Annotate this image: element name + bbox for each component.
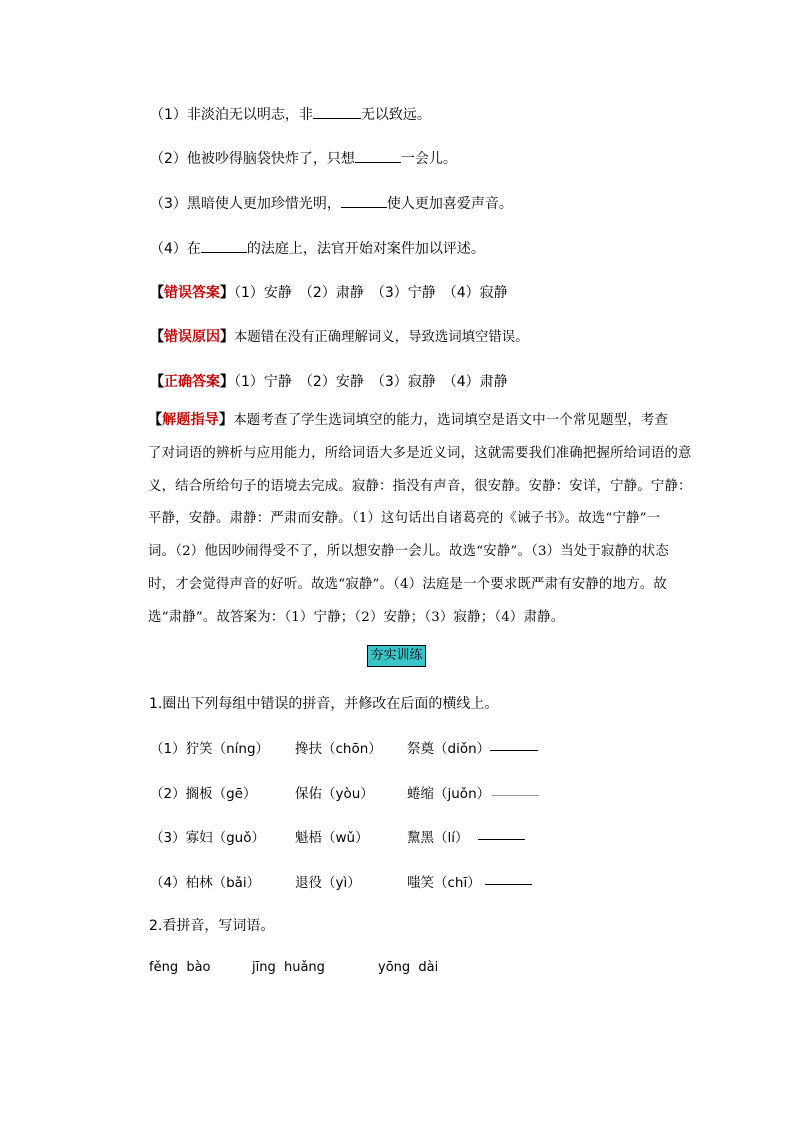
wrong-answer-text: （1）安静 （2）肃静 （3）宁静 （4）寂静 xyxy=(234,285,508,301)
wrong-reason-text: 本题错在没有正确理解词义，导致选词填空错误。 xyxy=(234,330,529,345)
guidance-line: 【解题指导】本题考查了学生选词填空的能力，选词填空是语文中一个常见题型，考查 xyxy=(148,412,669,428)
sentence-1 xyxy=(150,104,431,124)
wrong-answer-row xyxy=(150,282,508,302)
answer-blank[interactable] xyxy=(490,738,538,751)
sentence-2-before: （2）他被吵得脑袋快炸了，只想 xyxy=(150,151,355,167)
sentence-3-after: 使人更加喜爱声音。 xyxy=(386,196,513,212)
answer-blank[interactable] xyxy=(201,240,247,253)
q1-item: 退役（yì） xyxy=(295,875,361,891)
guidance-line: 平静，安静。肃静：严肃而安静。（1）这句话出自诸葛亮的《诫子书》。故选“宁静”一 xyxy=(148,511,661,527)
q1-item: 祭奠（diǒn） xyxy=(407,741,491,757)
answer-blank[interactable] xyxy=(355,150,401,163)
sentence-4-before: （4）在 xyxy=(150,241,201,257)
correct-answer-tag: 【正确答案】 xyxy=(150,374,234,390)
guidance-line: 时，才会觉得声音的好听。故选“寂静”。（4）法庭是一个要求既严肃有安静的地方。故 xyxy=(148,576,667,592)
wrong-answer-tag: 【错误答案】 xyxy=(150,285,234,301)
q2-prompt: 2.看拼音，写词语。 xyxy=(149,918,275,934)
answer-blank[interactable] xyxy=(341,195,387,208)
sentence-2 xyxy=(150,148,457,168)
q1-item: 搀扶（chōn） xyxy=(295,741,382,757)
wrong-reason-tag: 【错误原因】 xyxy=(150,329,234,345)
q1-prompt: 1.圈出下列每组中错误的拼音，并修改在后面的横线上。 xyxy=(149,696,499,712)
answer-blank[interactable] xyxy=(313,106,361,119)
q1-item: （1）狞笑（níng） xyxy=(150,741,270,757)
q1-item: 黧黑（lí） xyxy=(407,830,469,846)
q1-item: 蜷缩（juǒn） xyxy=(407,786,491,802)
sentence-1-before: （1）非淡泊无以明志，非 xyxy=(150,107,313,123)
q2-pinyin: jīng huǎng xyxy=(252,960,325,975)
answer-blank[interactable] xyxy=(478,827,525,840)
correct-answer-row xyxy=(150,371,508,391)
q1-item: 魁梧（wǔ） xyxy=(295,830,369,846)
q1-item: 保佑（yòu） xyxy=(295,786,374,802)
guidance-line: 了对词语的辨析与应用能力，所给词语大多是近义词，这就需要我们准确把握所给词语的意 xyxy=(148,445,692,461)
guidance-tag: 【解题指导】 xyxy=(148,412,234,428)
sentence-2-after: 一会儿。 xyxy=(400,151,457,167)
section-banner: 夯实训练 xyxy=(367,645,426,667)
q1-item: （4）柏林（bǎi） xyxy=(150,875,261,891)
q2-pinyin: fěng bào xyxy=(149,960,211,975)
sentence-4-after: 的法庭上，法官开始对案件加以评述。 xyxy=(246,241,485,257)
answer-blank[interactable] xyxy=(485,872,532,885)
guidance-line: 词。（2）他因吵闹得受不了，所以想安静一会儿。故选“安静”。（3）当处于寂静的状态 xyxy=(148,544,669,560)
sentence-1-after: 无以致远。 xyxy=(360,107,431,123)
sentence-4 xyxy=(150,238,485,258)
answer-blank[interactable] xyxy=(492,783,539,796)
sentence-3 xyxy=(150,193,513,213)
sentence-3-before: （3）黑暗使人更加珍惜光明， xyxy=(150,196,341,212)
q1-item: （3）寡妇（guǒ） xyxy=(150,830,265,846)
guidance-line: 义，结合所给句子的语境去完成。寂静：指没有声音，很安静。安静：安详，宁静。宁静： xyxy=(148,478,692,494)
q2-pinyin: yōng dài xyxy=(378,960,439,975)
q1-item: （2）搁板（gē） xyxy=(150,786,257,802)
correct-answer-text: （1）宁静 （2）安静 （3）寂静 （4）肃静 xyxy=(234,374,508,390)
wrong-reason-row xyxy=(150,326,529,346)
guidance-line: 选“肃静”。故答案为：（1）宁静；（2）安静；（3）寂静；（4）肃静。 xyxy=(148,609,565,625)
q1-item: 嗤笑（chī） xyxy=(407,875,481,891)
guidance-paragraph xyxy=(148,404,692,635)
